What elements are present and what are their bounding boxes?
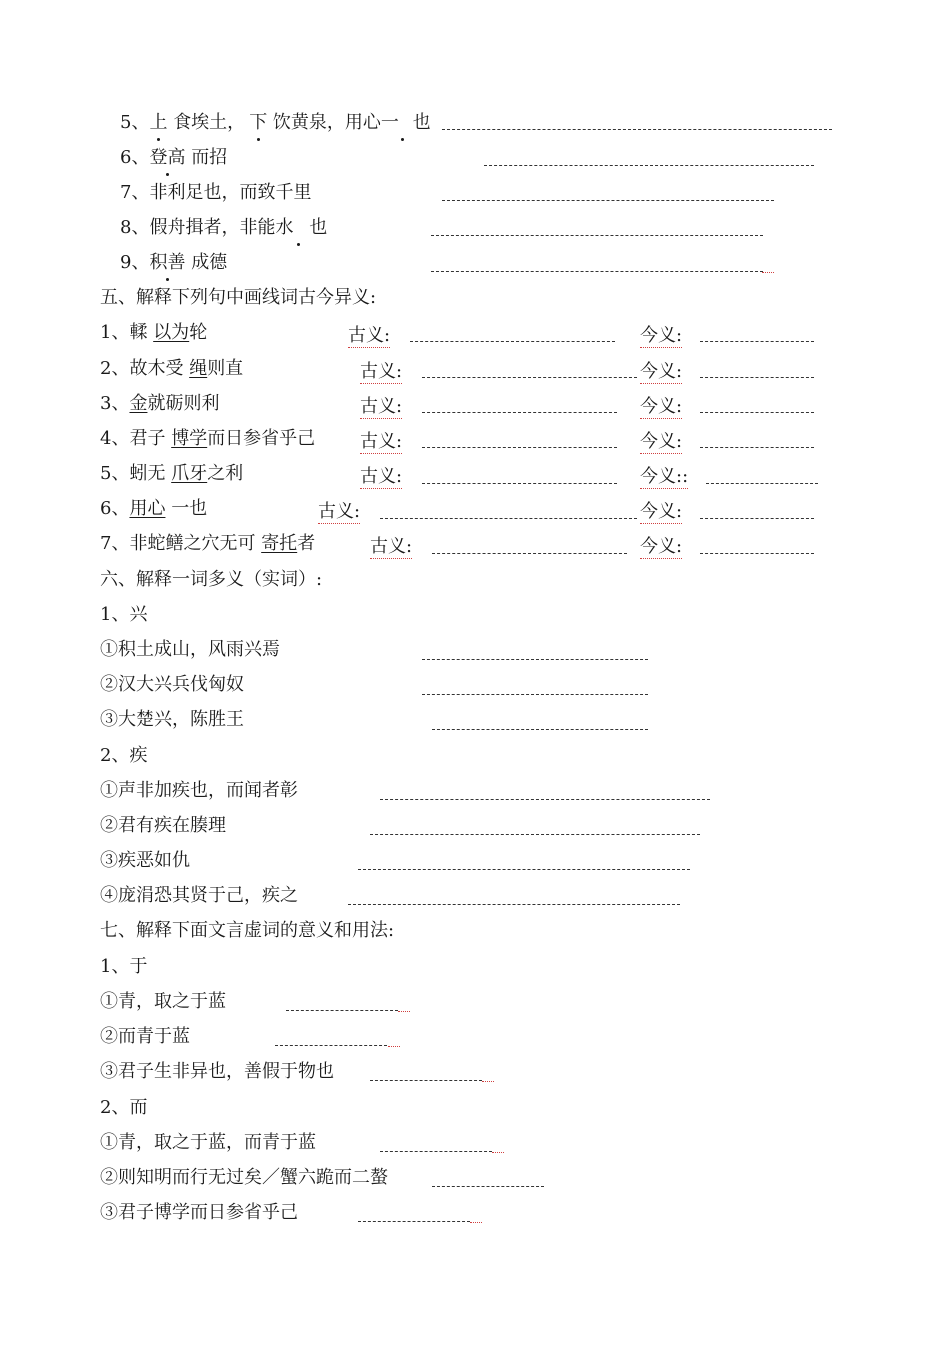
gu-label: 古义: [348, 325, 391, 346]
jin-label: 今义: [640, 536, 683, 557]
jin-blank[interactable] [700, 518, 814, 519]
answer-blank[interactable] [286, 1010, 398, 1011]
section-5-title: 五、解释下列句中画线词古今异义: [100, 287, 377, 308]
answer-blank[interactable] [431, 235, 763, 236]
polysemy-head-xing: 1、兴 [100, 604, 148, 625]
jin-label: 今义: [640, 361, 683, 382]
answer-blank[interactable] [380, 1151, 492, 1152]
gu-blank[interactable] [422, 412, 617, 413]
gu-label: 古义: [360, 431, 403, 452]
answer-blank[interactable] [422, 659, 648, 660]
function-word-head-er: 2、而 [100, 1097, 148, 1118]
gu-blank[interactable] [422, 447, 617, 448]
gu-label: 古义: [360, 396, 403, 417]
definition-item-9: 9、积善 成德 [120, 252, 228, 273]
gujin-item-7: 7、非蛇鳝之穴无可 寄托者 [100, 533, 316, 554]
definition-item-7: 7、非利足也，而致千里 [120, 182, 312, 203]
gujin-item-6: 6、用心 一也 [100, 498, 208, 519]
gu-blank[interactable] [432, 553, 627, 554]
jin-blank[interactable] [700, 412, 814, 413]
answer-blank[interactable] [432, 1186, 544, 1187]
jin-blank[interactable] [700, 377, 814, 378]
gujin-item-5: 5、蚓无 爪牙之利 [100, 463, 244, 484]
answer-blank[interactable] [380, 799, 710, 800]
gujin-item-1: 1、輮 以为轮 [100, 322, 208, 343]
answer-blank[interactable] [348, 904, 680, 905]
definition-item-8: 8、假舟揖者，非能水 也 [120, 217, 328, 238]
function-word-item: ②而青于蓝 [100, 1026, 190, 1047]
gu-blank[interactable] [422, 377, 637, 378]
polysemy-head-ji: 2、疾 [100, 745, 148, 766]
polysemy-item: ②君有疾在腠理 [100, 815, 226, 836]
gu-label: 古义: [360, 466, 403, 487]
gu-label: 古义: [370, 536, 413, 557]
jin-blank[interactable] [700, 447, 814, 448]
jin-label: 今义: [640, 501, 683, 522]
gujin-item-2: 2、故木受 绳则直 [100, 358, 244, 379]
function-word-head-yu: 1、于 [100, 956, 148, 977]
answer-blank[interactable] [484, 165, 814, 166]
definition-item-5: 5、上 食埃土， 下 饮黄泉，用心一 也 [120, 112, 431, 133]
polysemy-item: ③大楚兴，陈胜王 [100, 709, 244, 730]
jin-label: 今义: [640, 431, 683, 452]
answer-blank[interactable] [370, 834, 700, 835]
gu-blank[interactable] [422, 483, 617, 484]
gu-blank[interactable] [380, 518, 637, 519]
function-word-item: ③君子生非异也，善假于物也 [100, 1061, 334, 1082]
answer-blank[interactable] [442, 129, 832, 130]
jin-label: 今义:: [640, 466, 689, 487]
answer-blank[interactable] [370, 1080, 482, 1081]
function-word-item: ①青，取之于蓝 [100, 991, 226, 1012]
gujin-item-3: 3、金就砺则利 [100, 393, 220, 414]
jin-label: 今义: [640, 396, 683, 417]
function-word-item: ②则知明而行无过矣／蟹六跪而二螯 [100, 1167, 388, 1188]
answer-blank[interactable] [358, 1221, 470, 1222]
answer-blank[interactable] [358, 869, 690, 870]
jin-blank[interactable] [706, 483, 818, 484]
polysemy-item: ④庞涓恐其贤于己，疾之 [100, 885, 298, 906]
answer-blank[interactable] [275, 1045, 387, 1046]
polysemy-item: ①声非加疾也，而闻者彰 [100, 780, 298, 801]
answer-blank[interactable] [422, 694, 648, 695]
function-word-item: ③君子博学而日参省乎己 [100, 1202, 298, 1223]
section-6-title: 六、解释一词多义（实词）: [100, 569, 323, 590]
jin-blank[interactable] [700, 341, 814, 342]
function-word-item: ①青，取之于蓝，而青于蓝 [100, 1132, 316, 1153]
gujin-item-4: 4、君子 博学而日参省乎己 [100, 428, 316, 449]
section-7-title: 七、解释下面文言虚词的意义和用法: [100, 920, 395, 941]
answer-blank[interactable] [442, 200, 774, 201]
gu-label: 古义: [360, 361, 403, 382]
polysemy-item: ②汉大兴兵伐匈奴 [100, 674, 244, 695]
answer-blank[interactable] [431, 271, 763, 272]
jin-label: 今义: [640, 325, 683, 346]
jin-blank[interactable] [700, 553, 814, 554]
answer-blank[interactable] [432, 729, 648, 730]
definition-item-6: 6、登高 而招 [120, 147, 228, 168]
gu-blank[interactable] [410, 341, 615, 342]
polysemy-item: ③疾恶如仇 [100, 850, 190, 871]
polysemy-item: ①积土成山，风雨兴焉 [100, 639, 280, 660]
gu-label: 古义: [318, 501, 361, 522]
